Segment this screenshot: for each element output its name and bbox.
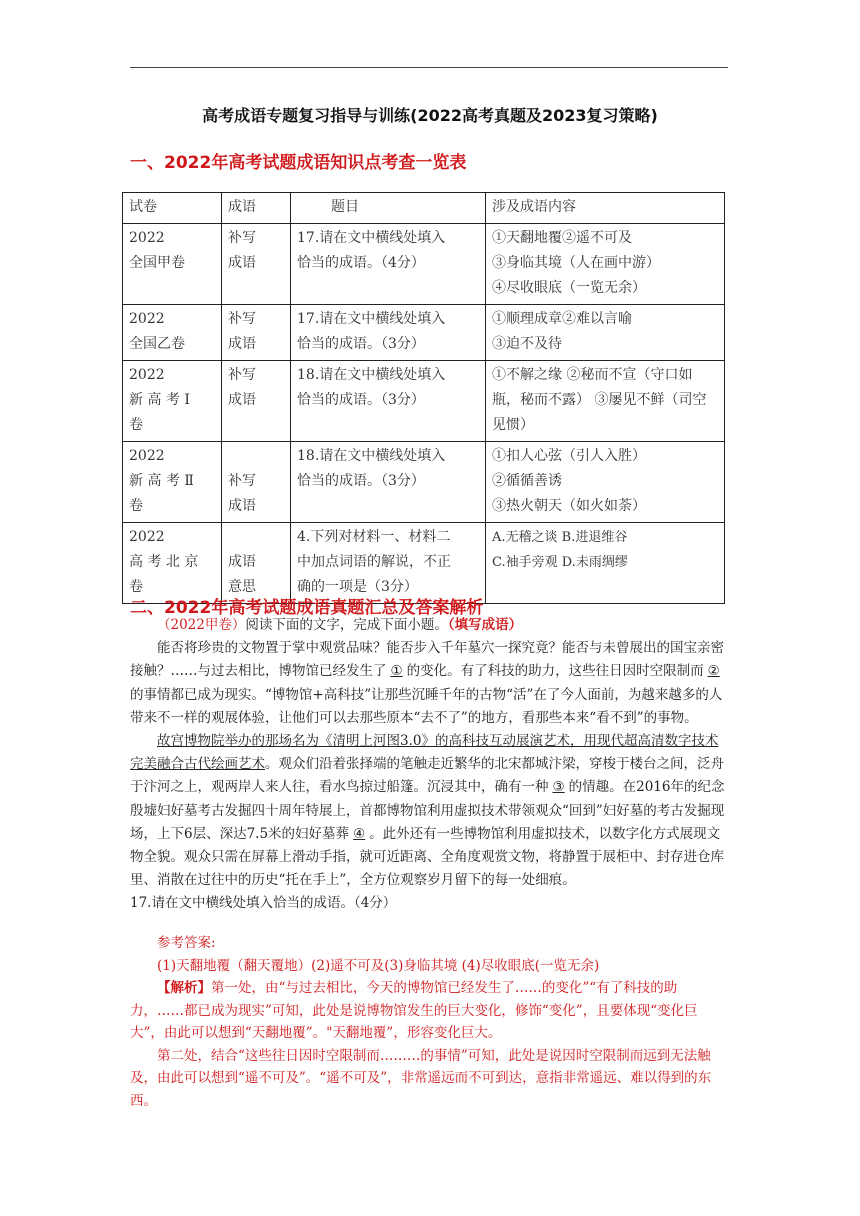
answer-label: 参考答案: [157, 935, 216, 951]
question-cell: 4.下列对材料一、材料二 中加点词语的解说，不正 确的一项是（3分） [291, 523, 486, 604]
content-cell: ①天翻地覆②遥不可及 ③身临其境（人在画中游） ④尽收眼底（一览无余） [486, 224, 725, 305]
question-cell: 17.请在文中横线处填入 恰当的成语。（4分） [291, 224, 486, 305]
answer-text: (1)天翻地覆（翻天覆地）(2)遥不可及(3)身临其境 (4)尽收眼底(一览无余) [157, 957, 600, 974]
answer-block [130, 932, 728, 1112]
table-header-row [123, 193, 725, 224]
header-cell: 试卷 [123, 193, 222, 224]
blank-4: ④ [353, 825, 366, 842]
table-row [123, 523, 725, 604]
content-cell: ①不解之缘 ②秘而不宣（守口如 瓶，秘而不露） ③屡见不鲜（司空 见惯） [486, 361, 725, 442]
type-cell: 补写 成语 [222, 442, 291, 523]
analysis-1: 【解析】第一处，由“与过去相比，今天的博物馆已经发生了……的变化”“有了科技的助力，……都已成为现实”可知，此处是说博物馆发生的巨大变化，修饰“变化”，且要体现“变化巨大”，由此可以想到“天翻地覆”。"天翻地覆”，形容变化巨大。 [130, 980, 698, 1041]
content-cell: A.无稽之谈 B.进退维谷 C.袖手旁观 D.未雨绸缪 [486, 523, 725, 604]
question-17: 17.请在文中横线处填入恰当的成语。（4分） [130, 895, 397, 912]
header-cell: 成语 [222, 193, 291, 224]
table-row [123, 305, 725, 361]
paper-cell: 2022 全国甲卷 [123, 224, 222, 305]
intro-tag: （填写成语） [447, 617, 523, 633]
exam-summary-table [122, 192, 725, 604]
type-cell: 补写 成语 [222, 224, 291, 305]
blank-2: ② [707, 663, 720, 680]
header-cell: 题目 [291, 193, 486, 224]
passage [130, 614, 728, 916]
header-cell: 涉及成语内容 [486, 193, 725, 224]
table-row [123, 442, 725, 523]
content-cell: ①顺理成章②难以言喻 ③迫不及待 [486, 305, 725, 361]
intro-source: （2022甲卷） [157, 617, 246, 633]
question-cell: 18.请在文中横线处填入 恰当的成语。（3分） [291, 361, 486, 442]
paper-cell: 2022 全国乙卷 [123, 305, 222, 361]
section-1-heading: 一、2022年高考试题成语知识点考查一览表 [130, 153, 467, 173]
header-rule [130, 67, 728, 68]
intro-text: 阅读下面的文字，完成下面小题。 [245, 617, 448, 633]
content-cell: ①扣人心弦（引人入胜） ②循循善诱 ③热火朝天（如火如荼） [486, 442, 725, 523]
document-title: 高考成语专题复习指导与训练(2022高考真题及2023复习策略) [202, 106, 658, 125]
blank-1: ① [390, 663, 403, 680]
type-cell: 补写 成语 [222, 361, 291, 442]
type-cell: 补写 成语 [222, 305, 291, 361]
question-cell: 18.请在文中横线处填入 恰当的成语。（3分） [291, 442, 486, 523]
paper-cell: 2022 高 考 北 京 卷 [123, 523, 222, 604]
underlined-sentence: 故宫博物院举办的那场名为《清明上河图3.0》的高科技互动展演艺术，用现代超高清数字技术完美融合古代绘画艺术 [130, 733, 719, 773]
type-cell: 成语 意思 [222, 523, 291, 604]
passage-paragraph-1: 能否将珍贵的文物置于掌中观赏品味？能否步入千年墓穴一探究竟？能否与未曾展出的国宝亲密接触？……与过去相比，博物馆已经发生了 ① 的变化。有了科技的助力，这些往日因时空限制而 ②的事情都已成为现实。“博物馆+高科技”让那些沉睡千年的古物“活”在了今人面前，为越来越多的人带来不一样的观展体验，让他们可以去那些原本“去不了”的地方，看那些本来“看不到”的事物。 [130, 640, 724, 726]
section-2-heading: 二、2022年高考试题成语真题汇总及答案解析 [130, 598, 484, 618]
analysis-2: 第二处，结合“这些往日因时空限制而………的事情”可知，此处是说因时空限制而远到无法触及，由此可以想到“遥不可及”。“遥不可及”，非常遥远而不可到达，意指非常遥远、难以得到的东西。 [130, 1047, 712, 1109]
analysis-tag: 【解析】 [157, 980, 211, 996]
table-row [123, 361, 725, 442]
blank-3: ③ [552, 779, 565, 796]
passage-paragraph-2: 故宫博物院举办的那场名为《清明上河图3.0》的高科技互动展演艺术，用现代超高清数字技术完美融合古代绘画艺术。观众们沿着张择端的笔触走近繁华的北宋都城汴梁，穿梭于楼台之间，泛舟于汴河之上，观两岸人来人往，看水鸟掠过船篷。沉浸其中，确有一种 ③ 的情趣。在2016年的纪念殷墟妇好墓考古发掘四十周年特展上，首都博物馆利用虚拟技术带领观众“回到”妇好墓的考古发掘现场，上下6层、深达7.5米的妇好墓葬 ④ 。此外还有一些博物馆利用虚拟技术，以数字化方式展现文物全貌。观众只需在屏幕上滑动手指，就可近距离、全角度观赏文物，将静置于展柜中、封存进仓库里、消散在过往中的历史“托在手上”，全方位观察岁月留下的每一处细痕。 [130, 733, 725, 889]
table-row [123, 224, 725, 305]
paper-cell: 2022 新 高 考 Ⅱ 卷 [123, 442, 222, 523]
intro-line [130, 614, 728, 637]
paper-cell: 2022 新 高 考 Ⅰ 卷 [123, 361, 222, 442]
question-cell: 17.请在文中横线处填入 恰当的成语。（3分） [291, 305, 486, 361]
